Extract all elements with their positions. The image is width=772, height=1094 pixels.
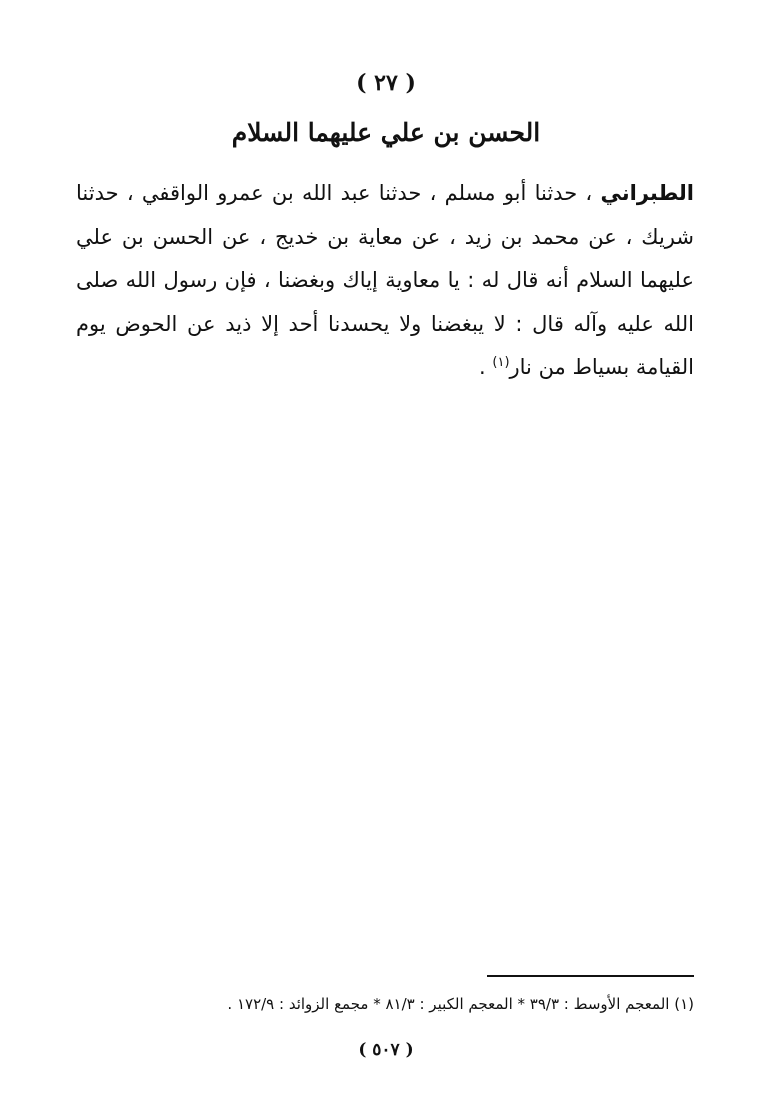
hadith-ending: . xyxy=(479,355,493,379)
footnote-reference[interactable]: (١) xyxy=(492,355,510,370)
narrator-name: الطبراني xyxy=(600,181,694,205)
hadith-number: ( ٢٧ ) xyxy=(356,70,416,96)
hadith-body: ، حدثنا أبو مسلم ، حدثنا عبد الله بن عمرو الواقفي ، حدثنا شريك ، عن محمد بن زيد ، عن معاية بن خديج ، عن الحسن بن علي عليهما السلام أنه قال له : يا معاوية إياك وبغضنا ، فإن رسول الله صلى الله عليه وآله قال : لا يبغضنا ولا يحسدنا أحد إلا ذيد عن الحوض يوم القيامة بسياط من نار xyxy=(76,181,694,379)
page-number: ( ٥٠٧ ) xyxy=(358,1040,414,1060)
hadith-text xyxy=(76,172,694,390)
footnote-divider xyxy=(487,975,694,977)
chapter-title: الحسن بن علي عليهما السلام xyxy=(231,118,541,147)
footnote-1: (١) المعجم الأوسط : ٣٩/٣ * المعجم الكبير : ٨١/٣ * مجمع الزوائد : ١٧٢/٩ . xyxy=(227,995,694,1013)
